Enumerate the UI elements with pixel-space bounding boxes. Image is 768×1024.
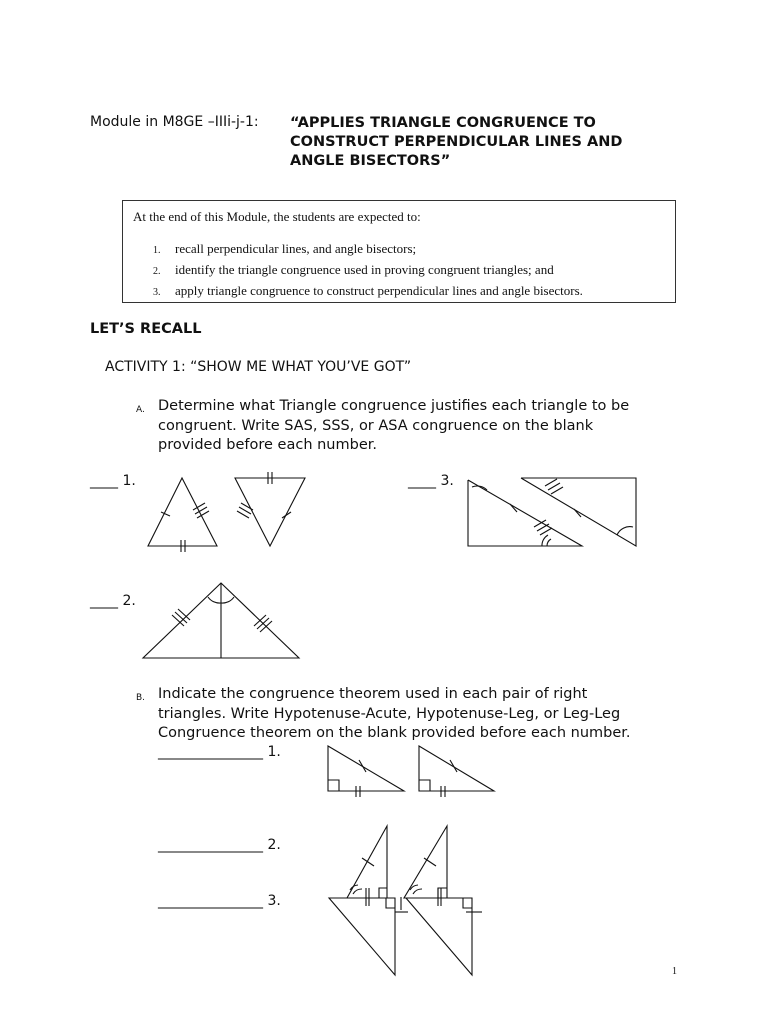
part-b-letter: B. [136, 693, 146, 703]
triangle-a1-right [235, 478, 305, 546]
triangle-b2-right [404, 826, 447, 898]
figure-a1 [148, 472, 305, 552]
triangle-b3-right [406, 898, 472, 975]
title-line-3: ANGLE BISECTORS” [290, 153, 451, 169]
part-b-instructions: Indicate the congruence theorem used in each pair of right triangles. Write Hypotenuse-Acute, Hypotenuse-Leg, or Leg-Leg Congruence theorem on the blank provided before each number. [158, 686, 631, 741]
objectives-intro: At the end of this Module, the students are expected to: [133, 209, 421, 224]
objective-item: 2. identify the triangle congruence used in proving congruent triangles; and [153, 262, 554, 277]
part-a-letter: A. [136, 405, 145, 415]
answer-blank-a1[interactable]: ____ 1. [90, 473, 136, 489]
module-code: Module in M8GE –IIIi-j-1: [90, 114, 259, 130]
figure-a3 [468, 478, 636, 546]
triangle-a3-right [521, 478, 636, 546]
triangle-a3-left [468, 480, 582, 546]
title-line-1: “APPLIES TRIANGLE CONGRUENCE TO [290, 115, 596, 131]
objective-item: 3. apply triangle congruence to construct perpendicular lines and angle bisectors. [153, 283, 583, 298]
figure-b2-b3 [329, 826, 482, 975]
tick-mark [161, 512, 170, 516]
answer-blank-b3[interactable]: _______________ 3. [158, 893, 281, 909]
answer-blank-b1[interactable]: _______________ 1. [158, 744, 281, 760]
triangle-b3-left [329, 898, 395, 975]
figure-a2 [143, 583, 299, 658]
activity-heading: ACTIVITY 1: “SHOW ME WHAT YOU’VE GOT” [105, 359, 412, 375]
title-line-2: CONSTRUCT PERPENDICULAR LINES AND [290, 134, 623, 150]
figure-b1 [328, 746, 494, 797]
page-number: 1 [672, 966, 677, 977]
section-heading: LET’S RECALL [90, 321, 202, 337]
answer-blank-b2[interactable]: _______________ 2. [158, 837, 281, 853]
part-a-instructions: Determine what Triangle congruence justifies each triangle to be congruent. Write SAS, SSS, or ASA congruence on the blank provided before each number. [158, 398, 630, 453]
objective-item: 1. recall perpendicular lines, and angle bisectors; [153, 241, 417, 256]
answer-blank-a2[interactable]: ____ 2. [90, 593, 136, 609]
answer-blank-a3[interactable]: ____ 3. [408, 473, 454, 489]
